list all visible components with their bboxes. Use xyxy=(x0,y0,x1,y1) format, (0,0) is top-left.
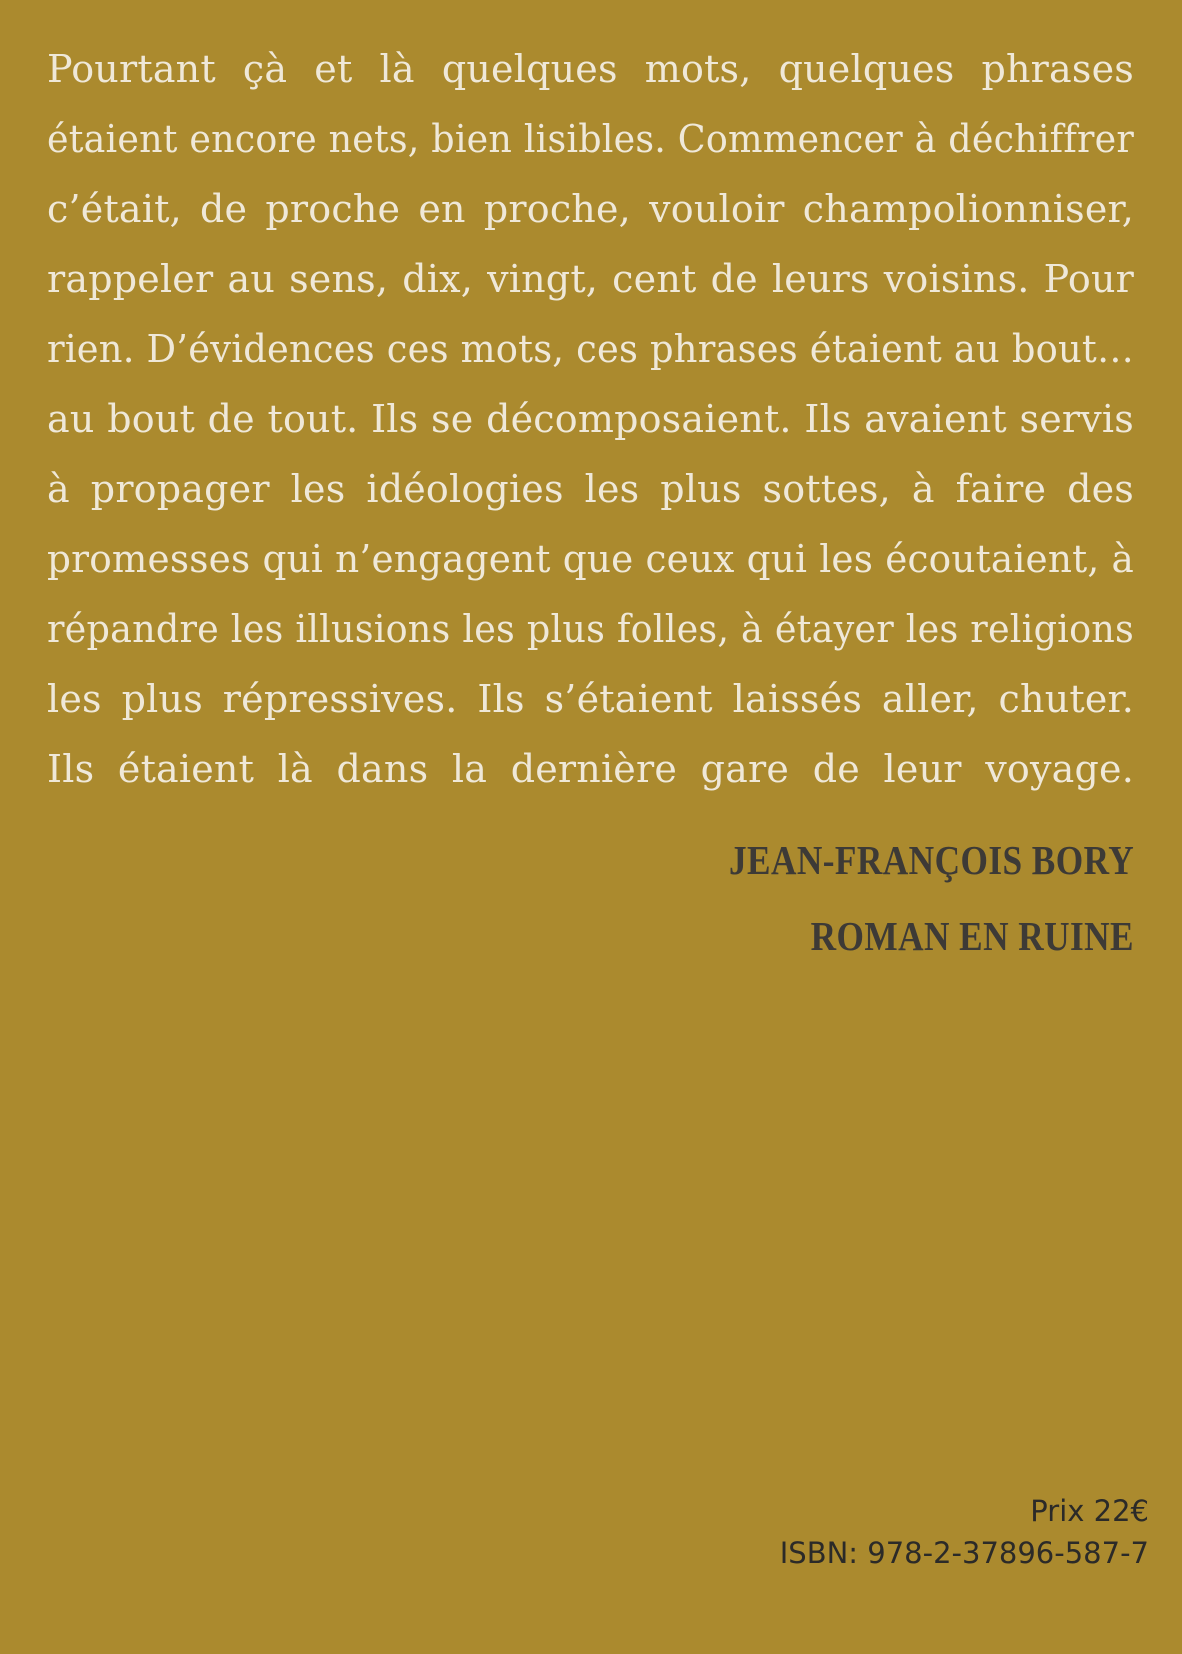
blurb-line: au bout de tout. Ils se décomposaient. Ils avaient servis xyxy=(47,397,1134,441)
book-title: ROMAN EN RUINE xyxy=(810,913,1134,959)
isbn-label: ISBN: 978-2-37896-587-7 xyxy=(779,1536,1149,1570)
blurb-line: répandre les illusions les plus folles, à étayer les religions xyxy=(47,607,1134,651)
blurb-line: rappeler au sens, dix, vingt, cent de leurs voisins. Pour xyxy=(47,257,1134,301)
price-label: Prix 22€ xyxy=(1030,1494,1149,1528)
blurb-line: Pourtant çà et là quelques mots, quelques phrases xyxy=(47,47,1134,91)
author-name: JEAN-FRANÇOIS BORY xyxy=(728,837,1134,883)
blurb-line: promesses qui n’engagent que ceux qui les écoutaient, à xyxy=(47,537,1134,581)
blurb-line: Ils étaient là dans la dernière gare de leur voyage. xyxy=(47,747,1134,791)
blurb-text xyxy=(47,34,1134,804)
blurb-line: étaient encore nets, bien lisibles. Commencer à déchiffrer xyxy=(47,117,1134,161)
blurb-line: c’était, de proche en proche, vouloir champolionniser, xyxy=(47,187,1134,231)
blurb-line: à propager les idéologies les plus sottes, à faire des xyxy=(47,467,1134,511)
blurb-line: les plus répressives. Ils s’étaient laissés aller, chuter. xyxy=(47,677,1134,721)
blurb-line: rien. D’évidences ces mots, ces phrases étaient au bout… xyxy=(47,327,1134,371)
